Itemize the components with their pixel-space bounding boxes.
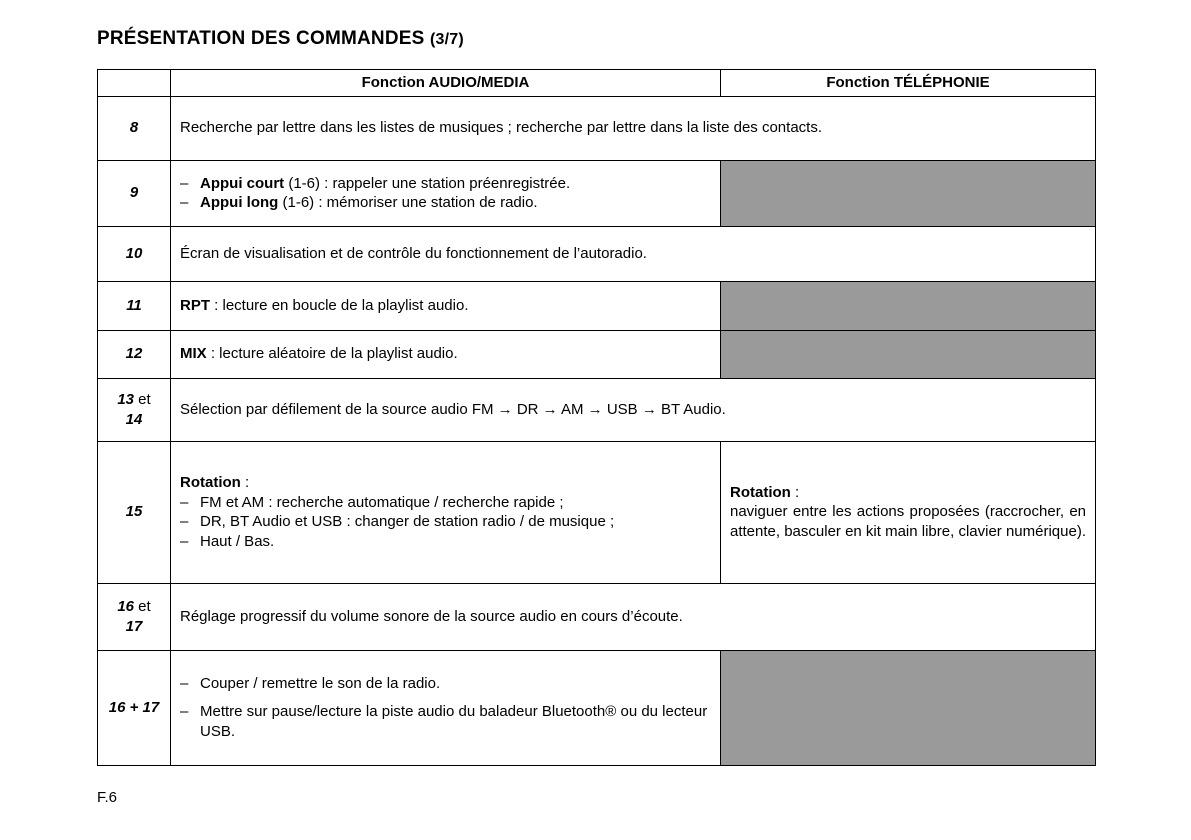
list-item (180, 174, 711, 194)
item-text: Couper / remettre le son de la radio. (200, 674, 441, 692)
row-11-label: 11 (98, 281, 171, 330)
row-12-label: 12 (98, 330, 171, 378)
table-row-8 (98, 96, 1096, 160)
table-row-9 (98, 160, 1096, 226)
table-row-10 (98, 226, 1096, 281)
bold-term: MIX (180, 345, 207, 363)
row-16-plus-17-label: 16 + 17 (98, 650, 171, 765)
bold-term: RPT (180, 296, 210, 314)
row-9-audio-cell (171, 160, 721, 226)
row-10-text: Écran de visualisation et de contrôle du fonctionnement de l’autoradio. (171, 226, 1096, 281)
row-13-14-label: 13 et 14 (98, 378, 171, 441)
row-10-label: 10 (98, 226, 171, 281)
table-row-11 (98, 281, 1096, 330)
dash-bullet: – (180, 493, 189, 511)
corner-cell (98, 70, 171, 97)
table-row-12 (98, 330, 1096, 378)
row-9-label: 9 (98, 160, 171, 226)
dash-bullet: – (180, 194, 189, 211)
bold-term: Appui long (200, 194, 279, 211)
row-13-14-text: Sélection par défilement de la source audio FM → DR → AM → USB → BT Audio. (171, 378, 1096, 441)
list-item (180, 193, 711, 213)
item-text: DR, BT Audio et USB : changer de station radio / de musique ; (200, 513, 615, 530)
dash-bullet: – (180, 674, 189, 692)
item-text: (1-6) : rappeler une station préenregistrée. (284, 174, 571, 192)
row-16-plus-17-phone-cell-empty (721, 650, 1096, 765)
bold-term: Rotation (180, 474, 241, 491)
list-item (180, 674, 711, 694)
row-11-phone-cell-empty (721, 281, 1096, 330)
column-header-telephonie: Fonction TÉLÉPHONIE (721, 70, 1096, 97)
item-text: : lecture aléatoire de la playlist audio. (206, 345, 458, 363)
bold-term: Appui court (200, 174, 285, 192)
page-title-text: PRÉSENTATION DES COMMANDES (97, 28, 425, 49)
row-9-phone-cell-empty (721, 160, 1096, 226)
commands-table (97, 69, 1096, 766)
item-text: FM et AM : recherche automatique / recherche rapide ; (200, 493, 564, 511)
row-16-17-label: 16 et 17 (98, 583, 171, 650)
table-row-15 (98, 441, 1096, 583)
dash-bullet: – (180, 174, 189, 192)
page-number: F.6 (97, 788, 118, 806)
list-item (180, 702, 711, 741)
dash-bullet: – (180, 513, 189, 530)
bold-term: Rotation (730, 483, 791, 501)
item-text: naviguer entre les actions proposées (raccrocher, en attente, basculer en kit main libre, clavier numérique). (730, 503, 1087, 540)
column-header-audio-media: Fonction AUDIO/MEDIA (171, 70, 721, 97)
row-16-17-text: Réglage progressif du volume sonore de la source audio en cours d’écoute. (171, 583, 1096, 650)
row-15-audio-cell: Rotation : – FM et AM : recherche automatique / recherche rapide ; – DR, BT Audio et USB : changer de station radio / de musique ; – Haut / Bas. (171, 441, 721, 583)
page-title (97, 28, 1191, 50)
list-item (180, 512, 711, 532)
row-12-phone-cell-empty (721, 330, 1096, 378)
item-text: Mettre sur pause/lecture la piste audio du baladeur Bluetooth® ou du lecteur USB. (200, 703, 708, 740)
list-item (180, 493, 711, 513)
row-15-label: 15 (98, 441, 171, 583)
list-item (180, 532, 711, 552)
item-text: : lecture en boucle de la playlist audio. (210, 296, 469, 314)
page-title-counter: (3/7) (430, 31, 464, 48)
row-11-audio-cell (171, 281, 721, 330)
table-row-16-17 (98, 583, 1096, 650)
table-header-row (98, 70, 1096, 97)
row-16-plus-17-audio-cell (171, 650, 721, 765)
item-text: (1-6) : mémoriser une station de radio. (278, 194, 538, 211)
dash-bullet: – (180, 532, 189, 550)
item-text: Haut / Bas. (200, 532, 275, 550)
row-12-audio-cell (171, 330, 721, 378)
row-15-phone-cell: Rotation : naviguer entre les actions proposées (raccrocher, en attente, basculer en kit main libre, clavier numérique). (721, 441, 1096, 583)
row-8-text: Recherche par lettre dans les listes de musiques ; recherche par lettre dans la liste des contacts. (171, 96, 1096, 160)
table-row-13-14 (98, 378, 1096, 441)
dash-bullet: – (180, 703, 189, 721)
table-row-16-plus-17 (98, 650, 1096, 765)
row-8-label: 8 (98, 96, 171, 160)
